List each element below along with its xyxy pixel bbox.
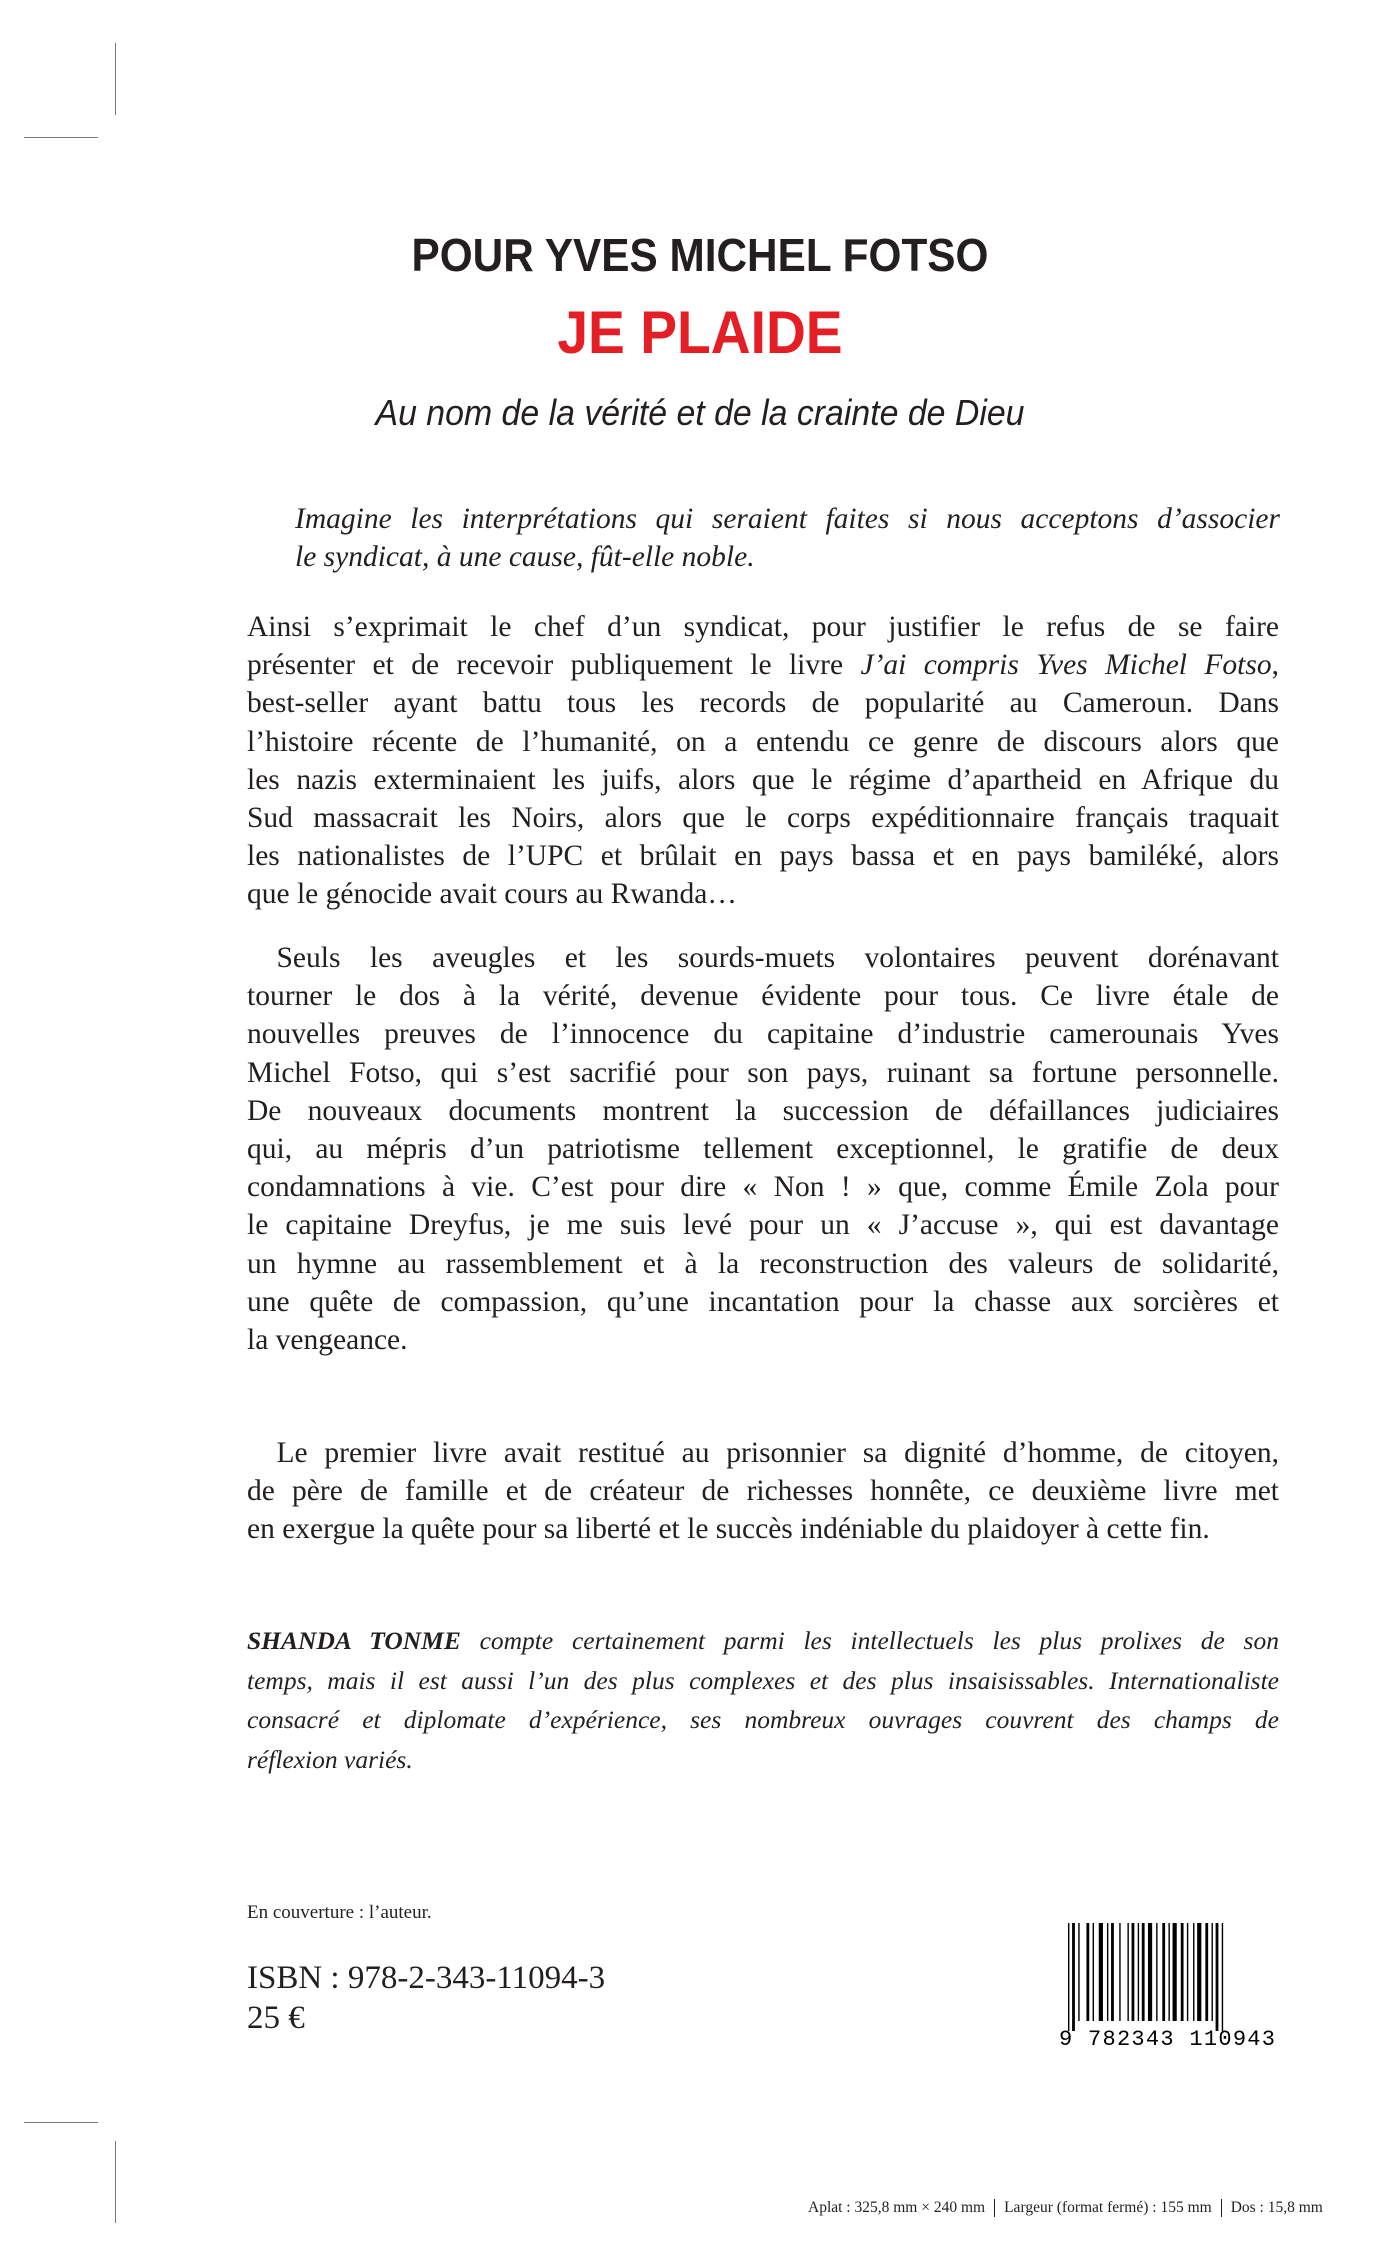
text-line: Seuls les aveugles et les sourds-muets volontaires peuvent dorénavant — [247, 942, 1279, 974]
barcode-bar — [1156, 1923, 1157, 2021]
text-line: le capitaine Dreyfus, je me suis levé pour un « J’accuse », qui est davantage — [247, 1209, 1279, 1242]
divider — [1221, 2199, 1222, 2217]
author-name: SHANDA TONME — [247, 1626, 461, 1655]
text-line: la vengeance. — [247, 1323, 408, 1356]
paragraph-2 — [247, 939, 1279, 1359]
text-line: une quête de compassion, qu’une incantation pour la chasse aux sorcières et — [247, 1285, 1279, 1318]
text-line: de père de famille et de créateur de richesses honnête, ce deuxième livre met — [247, 1475, 1279, 1508]
paragraph-1 — [247, 608, 1279, 914]
barcode-bar — [1068, 1923, 1069, 2031]
book-title-red: JE PLAIDE — [557, 299, 843, 366]
text-line: Ainsi s’exprimait le chef d’un syndicat, pour justifier le refus de se faire — [247, 611, 1279, 643]
text-line: condamnations à vie. C’est pour dire « Non ! » que, comme Émile Zola pour — [247, 1171, 1279, 1204]
barcode-bar — [1148, 1923, 1152, 2021]
text-line: le syndicat, à une cause, fût-elle noble. — [295, 541, 755, 574]
text-line: consacré et diplomate d’expérience, ses nombreux ouvrages couvrent des champs de — [247, 1705, 1279, 1735]
text-fragment: présenter et de recevoir publiquement le livre — [247, 649, 861, 682]
text-line: tourner le dos à la vérité, devenue évidente pour tous. Ce livre étale de — [247, 980, 1279, 1013]
barcode-bar — [1173, 1923, 1177, 2021]
text-line: que le génocide avait cours au Rwanda… — [247, 878, 737, 911]
spec-largeur: Largeur (format fermé) : 155 mm — [1004, 2199, 1212, 2216]
book-subtitle: Au nom de la vérité et de la crainte de Dieu — [375, 392, 1025, 433]
crop-mark-bottom-horizontal — [24, 2122, 98, 2123]
barcode-bar — [1193, 1923, 1194, 2021]
crop-mark-top-horizontal — [24, 137, 98, 138]
barcode-bar — [1107, 1923, 1108, 2021]
barcode-bar — [1142, 1923, 1145, 2021]
barcode-bar — [1168, 1923, 1169, 2021]
text-line: un hymne au rassemblement et à la reconstruction des valeurs de solidarité, — [247, 1247, 1279, 1280]
text-line: l’histoire récente de l’humanité, on a entendu ce genre de discours alors que — [247, 725, 1279, 758]
text-line: SHANDA TONME compte certainement parmi les intellectuels les plus prolixes de son — [247, 1626, 1279, 1655]
divider — [994, 2199, 995, 2217]
spec-dos: Dos : 15,8 mm — [1230, 2199, 1323, 2216]
barcode-bar — [1093, 1923, 1094, 2021]
text-line: best-seller ayant battu tous les records de popularité au Cameroun. Dans — [247, 687, 1279, 720]
text-line: Sud massacrait les Noirs, alors que le corps expéditionnaire français traquait — [247, 801, 1279, 834]
crop-mark-top-vertical — [115, 43, 116, 115]
text-line: Imagine les interprétations qui seraient faites si nous acceptons d’associer — [295, 503, 1280, 535]
crop-mark-bottom-vertical — [115, 2141, 116, 2223]
epigraph — [295, 500, 1280, 576]
price: 25 € — [247, 2000, 305, 2036]
text-line: en exergue la quête pour sa liberté et le succès indéniable du plaidoyer à cette fin. — [247, 1513, 1210, 1546]
barcode-digits: 9 782343 110943 — [1059, 2027, 1275, 2047]
barcode-bar — [1132, 1923, 1135, 2021]
barcode-bar — [1111, 1923, 1114, 2021]
text-line: réflexion variés. — [247, 1744, 413, 1774]
text-line: nouvelles preuves de l’innocence du capitaine d’industrie camerounais Yves — [247, 1018, 1279, 1051]
barcode-bar — [1181, 1923, 1184, 2021]
text-fragment: , — [1271, 649, 1279, 682]
barcode-bar — [1119, 1923, 1120, 2021]
barcode-bar — [1099, 1923, 1103, 2021]
text-line — [247, 646, 1279, 684]
paragraph-3 — [247, 1434, 1279, 1549]
text-line: temps, mais il est aussi l’un des plus complexes et des plus insaisissables. Internationaliste — [247, 1665, 1279, 1695]
text-line: De nouveaux documents montrent la succession de défaillances judiciaires — [247, 1094, 1279, 1127]
barcode-bar — [1187, 1923, 1188, 2021]
text-line: les nationalistes de l’UPC et brûlait en pays bassa et en pays bamiléké, alors — [247, 840, 1279, 873]
isbn: ISBN : 978-2-343-11094-3 — [247, 1960, 606, 1996]
barcode-bar — [1216, 1923, 1219, 2031]
cover-credit: En couverture : l’auteur. — [247, 1902, 432, 1923]
author-bio — [247, 1621, 1279, 1779]
barcode-bar — [1138, 1923, 1139, 2021]
barcode-bar — [1162, 1923, 1165, 2021]
barcode-bar — [1205, 1923, 1208, 2021]
book-reference: J’ai compris Yves Michel Fotso — [860, 649, 1272, 682]
spec-aplat: Aplat : 325,8 mm × 240 mm — [808, 2199, 986, 2216]
text-line: Le premier livre avait restitué au prisonnier sa dignité d’homme, de citoyen, — [247, 1437, 1279, 1469]
barcode-bar — [1127, 1923, 1128, 2021]
barcode-bar — [1072, 1923, 1075, 2031]
barcode-bar — [1078, 1923, 1079, 2021]
barcode-bar — [1222, 1923, 1223, 2031]
barcode-bar — [1086, 1923, 1089, 2021]
barcode-bar — [1212, 1923, 1213, 2021]
barcode — [1058, 1923, 1276, 2047]
text-line: Michel Fotso, qui s’est sacrifié pour son pays, ruinant sa fortune personnelle. — [247, 1056, 1279, 1089]
print-specs — [808, 2199, 1323, 2217]
text-line: les nazis exterminaient les juifs, alors que le régime d’apartheid en Afrique du — [247, 763, 1279, 796]
barcode-bar — [1197, 1923, 1201, 2021]
book-title: POUR YVES MICHEL FOTSO — [411, 229, 989, 281]
text-line: qui, au mépris d’un patriotisme tellement exceptionnel, le gratifie de deux — [247, 1132, 1279, 1165]
